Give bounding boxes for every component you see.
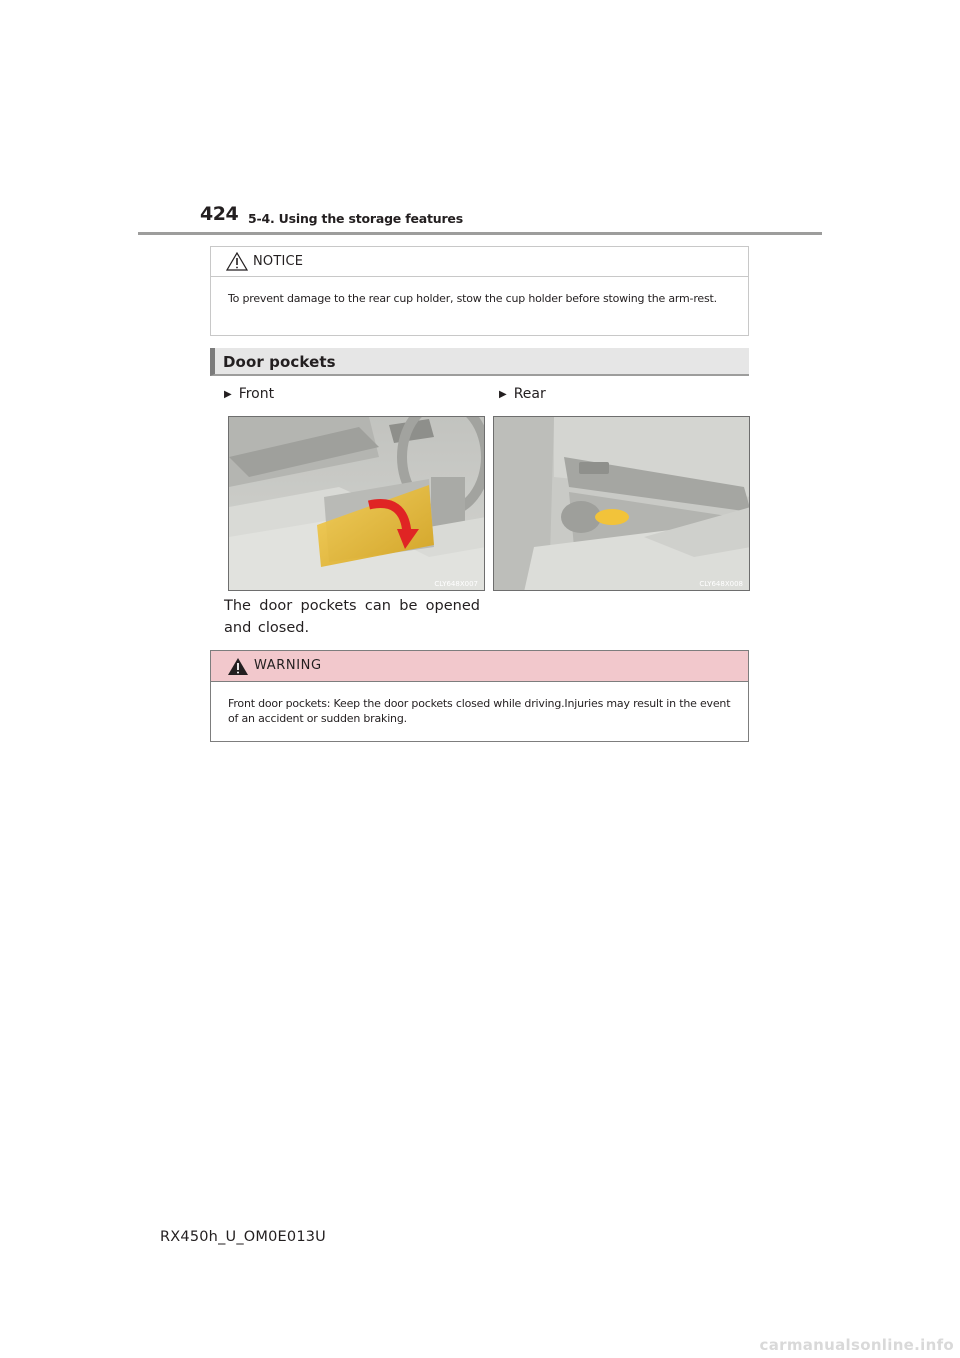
door-pockets-heading-text: Door pockets	[223, 353, 336, 371]
caution-triangle-icon	[226, 252, 248, 271]
warning-title: WARNING	[254, 658, 322, 673]
rear-door-pocket-image	[493, 416, 750, 591]
rear-view-label	[499, 386, 546, 402]
notice-header	[211, 247, 748, 277]
bullet-triangle-icon: ▶	[499, 389, 507, 400]
notice-text: To prevent damage to the rear cup holder, stow the cup holder before stowing the arm-rest.	[228, 292, 717, 305]
warning-box	[210, 650, 749, 742]
front-view-label	[224, 386, 274, 402]
front-door-pocket-image	[228, 416, 485, 591]
page-number: 424	[200, 203, 239, 225]
warning-header	[211, 651, 748, 682]
door-pockets-caption: The door pockets can be opened and closed.	[224, 598, 480, 636]
section-title: 5-4. Using the storage features	[248, 211, 463, 226]
warning-triangle-icon	[227, 657, 249, 676]
door-pockets-heading	[210, 348, 749, 376]
header-rule	[138, 232, 822, 235]
notice-box	[210, 246, 749, 336]
rear-image-code: CLY648X008	[699, 580, 743, 588]
front-label-text: Front	[238, 386, 275, 402]
watermark: carmanualsonline.info	[759, 1336, 954, 1354]
notice-title: NOTICE	[253, 254, 304, 269]
rear-label-text: Rear	[513, 386, 546, 402]
warning-text: Front door pockets: Keep the door pockets closed while driving.Injuries may result in the event of an accident or sudden braking.	[228, 697, 731, 725]
front-image-code: CLY648X007	[434, 580, 478, 588]
manual-id: RX450h_U_OM0E013U	[160, 1229, 326, 1245]
bullet-triangle-icon: ▶	[224, 389, 232, 400]
